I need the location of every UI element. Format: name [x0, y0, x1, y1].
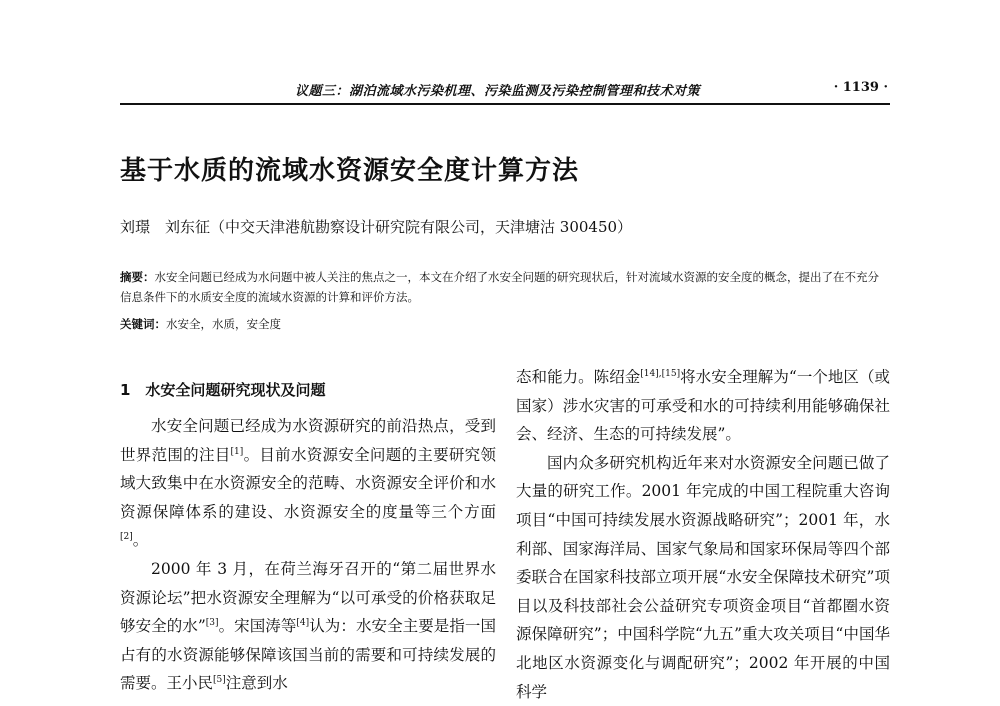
paragraph-text: 水安全问题已经成为水资源研究的前沿热点，受到世界范围的注目	[120, 417, 496, 464]
paragraph	[120, 555, 496, 698]
paragraph-text: 2000 年 3 月，在荷兰海牙召开的“第二届世界水资源论坛”把水资源安全理解为“以可承受的价格获取足够安全的水”	[120, 559, 496, 636]
citation: [2]	[120, 532, 133, 543]
paragraph-text: 态和能力。陈绍金	[516, 368, 641, 386]
paragraph-text: 。目前水资源安全问题的主要研究领域大致集中在水资源安全的范畴、水资源安全评价和水资源保障体系的建设、水资源安全的度量等三个方面	[120, 445, 496, 521]
section-heading: 1 水安全问题研究现状及问题	[120, 381, 326, 399]
citation: [3]	[205, 618, 219, 628]
paragraph-text: 国内众多研究机构近年来对水资源安全问题已做了大量的研究工作。2001 年完成的中国工程院重大咨询项目“中国可持续发展水资源战略研究”；2001 年，水利部、国家海洋局、国家气象局和国家环保局等四个部委联合在国家科技部立项开展“水安全保障技术研究”项目以及科技部社会公益研究专项资金项目“首都圈水资源保障研究”；中国科学院“九五”重大攻关项目“中国华北地区水资源变化与调配研究”；2002 年开展的中国科学	[516, 453, 890, 701]
header-rule	[120, 103, 890, 105]
keywords-text: 水安全，水质，安全度	[166, 317, 281, 331]
paragraph-text: 将水安全理解为“一个地区（或国家）涉水灾害的可承受和水的可持续利用能够确保社会、经济、生态的可持续发展”。	[516, 368, 890, 444]
abstract	[120, 268, 890, 307]
paragraph-text: 。宋国涛等	[218, 617, 297, 636]
paragraph	[516, 449, 890, 706]
paragraph-text: 注意到水	[225, 674, 288, 693]
right-column	[516, 363, 890, 706]
abstract-label: 摘要：	[120, 270, 155, 284]
running-title: 议题三：湖泊流域水污染机理、污染监测及污染控制管理和技术对策	[295, 84, 701, 99]
citation: [5]	[213, 675, 226, 686]
authors-affiliation: 刘璟 刘东征（中交天津港航勘察设计研究院有限公司，天津塘沽 300450）	[120, 218, 633, 236]
keywords	[120, 316, 281, 332]
paragraph-text: 认为：水安全主要是指一国占有的水资源能够保障该国当前的需要和可持续发展的需要。王小民	[120, 617, 496, 693]
left-column	[120, 412, 496, 698]
page-number: · 1139 ·	[833, 80, 888, 95]
article-title: 基于水质的流域水资源安全度计算方法	[120, 156, 580, 186]
citation: [4]	[296, 618, 310, 628]
citation: [1]	[230, 446, 244, 457]
citation: [14],[15]	[640, 368, 681, 379]
running-header	[120, 80, 890, 102]
paragraph-text: 。	[132, 531, 149, 550]
abstract-text: 水安全问题已经成为水问题中被人关注的焦点之一，本文在介绍了水安全问题的研究现状后，针对流域水资源的安全度的概念，提出了在不充分信息条件下的水质安全度的流域水资源的计算和评价方法。	[120, 270, 879, 304]
paragraph	[120, 412, 496, 555]
paragraph	[516, 363, 890, 449]
keywords-label: 关键词：	[120, 317, 166, 331]
